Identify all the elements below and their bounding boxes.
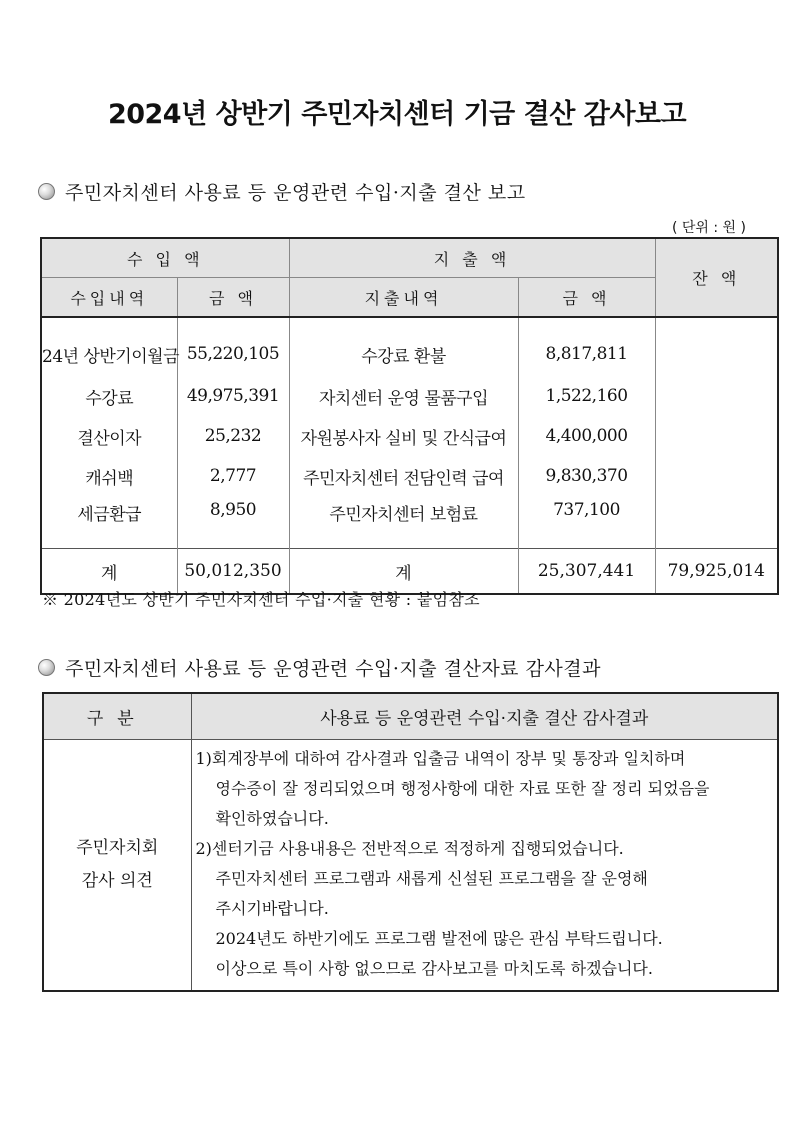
expense-amount-header: 금 액 [518,278,655,318]
income-item: 결산이자 [41,416,177,456]
expense-item: 주민자치센터 보험료 [289,496,518,549]
balance-cell [655,317,778,549]
opinion-line: 1)회계장부에 대하여 감사결과 입출금 내역이 장부 및 통장과 일치하며 [195,749,686,768]
audit-opinion-label [43,740,191,992]
expense-amount: 1,522,160 [518,376,655,416]
expense-amount: 4,400,000 [518,416,655,456]
expense-amount: 8,817,811 [518,317,655,376]
table-row [41,317,778,376]
audit-result-table [42,692,779,992]
income-amount: 55,220,105 [177,317,289,376]
income-item: 캐쉬백 [41,456,177,496]
income-amount: 8,950 [177,496,289,549]
opinion-line: 주민자치센터 프로그램과 새롭게 신설된 프로그램을 잘 운영해 [215,869,648,888]
opinion-line: 영수증이 잘 정리되었으며 행정사항에 대한 자료 또한 잘 정리 되었음을 [215,779,710,798]
audit-label-line2: 감사 의견 [81,871,153,891]
audit-label-line1: 주민자치회 [76,838,159,858]
audit-opinion-content [191,740,778,992]
expense-item: 주민자치센터 전담인력 급여 [289,456,518,496]
income-header: 수 입 액 [41,238,289,278]
audit-result-header: 사용료 등 운영관련 수입·지출 결산 감사결과 [191,693,778,740]
income-item: 수강료 [41,376,177,416]
expense-total-label: 계 [289,549,518,595]
document-title: 2024년 상반기 주민자치센터 기금 결산 감사보고 [107,99,687,130]
section-heading-2 [38,654,601,681]
opinion-line: 2024년도 하반기에도 프로그램 발전에 많은 관심 부탁드립니다. [215,929,663,948]
income-item-header: 수입내역 [41,278,177,318]
section-heading-2-text: 주민자치센터 사용료 등 운영관련 수입·지출 결산자료 감사결과 [65,658,601,680]
balance-total: 79,925,014 [655,549,778,595]
income-expense-table [40,237,779,595]
unit-label: ( 단위 : 원 ) [671,220,746,236]
expense-item: 자치센터 운영 물품구입 [289,376,518,416]
income-amount-header: 금 액 [177,278,289,318]
income-total-amount: 50,012,350 [177,549,289,595]
balance-header: 잔 액 [655,238,778,317]
bullet-icon [38,659,55,676]
bullet-icon [38,183,55,200]
expense-item-header: 지출내역 [289,278,518,318]
expense-item: 수강료 환불 [289,317,518,376]
income-amount: 49,975,391 [177,376,289,416]
income-item: 세금환급 [41,496,177,549]
income-amount: 2,777 [177,456,289,496]
opinion-line: 2)센터기금 사용내용은 전반적으로 적정하게 집행되었습니다. [195,839,624,858]
opinion-line: 이상으로 특이 사항 없으므로 감사보고를 마치도록 하겠습니다. [215,959,653,978]
expense-amount: 737,100 [518,496,655,549]
income-total-label: 계 [41,549,177,595]
opinion-line: 확인하였습니다. [215,809,329,828]
reference-note: ※ 2024년도 상반기 주민자치센터 수입·지출 현황 : 붙임참조 [42,590,480,609]
opinion-line: 주시기바랍니다. [215,899,329,918]
income-item: 24년 상반기이월금 [41,317,177,376]
income-amount: 25,232 [177,416,289,456]
expense-item: 자원봉사자 실비 및 간식급여 [289,416,518,456]
section-heading-1 [38,178,526,205]
expense-amount: 9,830,370 [518,456,655,496]
expense-header: 지 출 액 [289,238,655,278]
category-header: 구분 [43,693,191,740]
expense-total-amount: 25,307,441 [518,549,655,595]
section-heading-1-text: 주민자치센터 사용료 등 운영관련 수입·지출 결산 보고 [65,182,526,204]
